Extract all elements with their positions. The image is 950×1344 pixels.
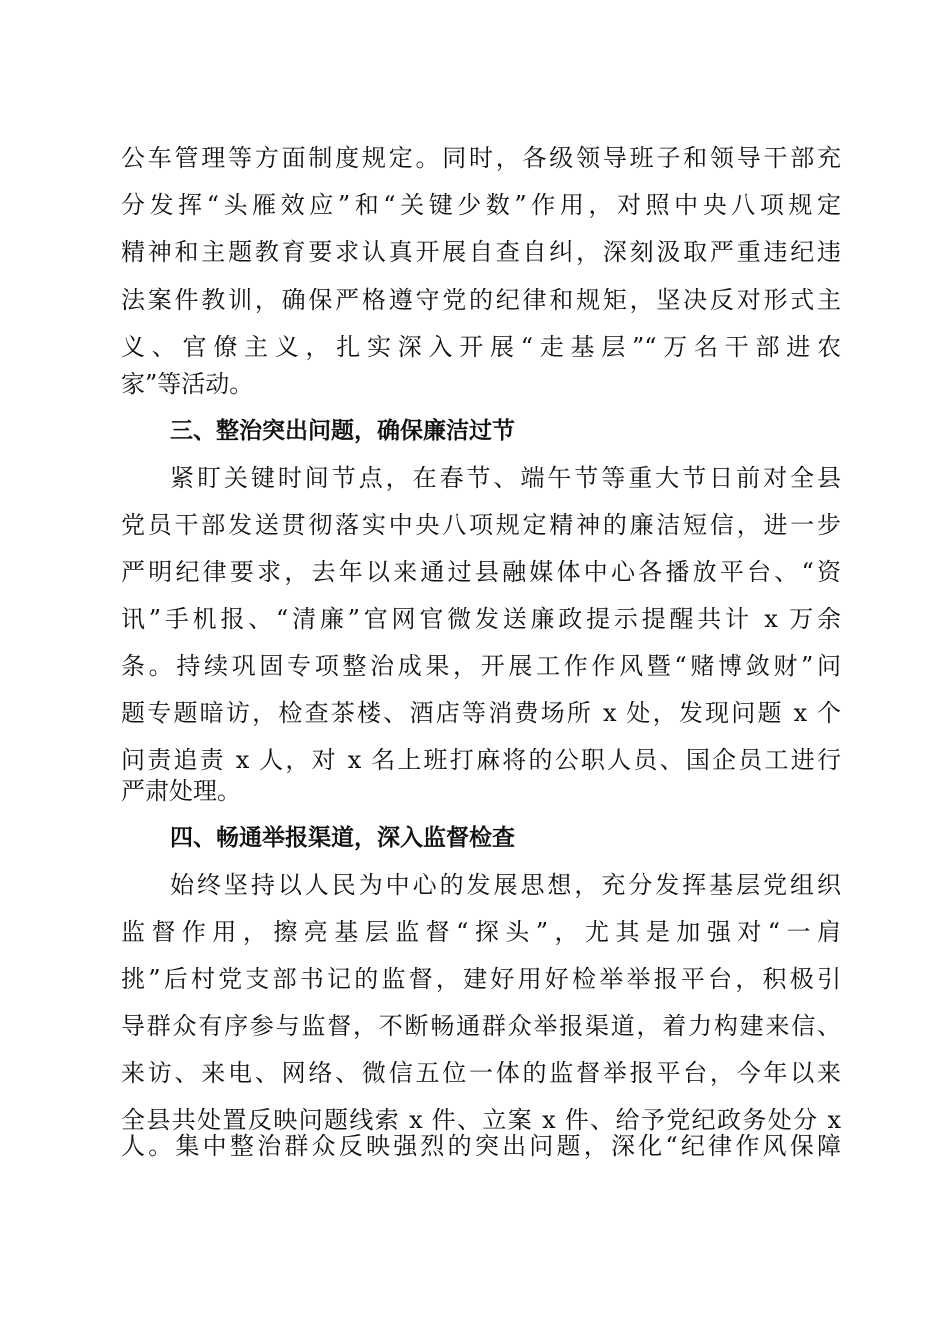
paragraph-line: 导群众有序参与监督，不断畅通群众举报渠道，着力构建来信、 [121, 1012, 841, 1040]
paragraph-line: 讯”手机报、“清廉”官网官微发送廉政提示提醒共计 x 万余 [121, 605, 841, 633]
section-heading-3: 三、整治突出问题，确保廉洁过节 [170, 418, 515, 444]
paragraph-line: 法案件教训，确保严格遵守党的纪律和规矩，坚决反对形式主 [121, 286, 841, 314]
paragraph-line: 全县共处置反映问题线索 x 件、立案 x 件、给予党纪政务处分 x [121, 1106, 841, 1134]
paragraph-line: 问责追责 x 人，对 x 名上班打麻将的公职人员、国企员工进行 [121, 746, 841, 774]
paragraph-line: 始终坚持以人民为中心的发展思想，充分发挥基层党组织 [170, 871, 841, 899]
paragraph-line: 挑”后村党支部书记的监督，建好用好检举举报平台，积极引 [121, 965, 841, 993]
paragraph-line: 分发挥“头雁效应”和“关键少数”作用，对照中央八项规定 [121, 191, 841, 219]
paragraph-line: 人。集中整治群众反映强烈的突出问题，深化“纪律作风保障 [121, 1132, 841, 1160]
paragraph-line: 公车管理等方面制度规定。同时，各级领导班子和领导干部充 [121, 144, 841, 172]
paragraph-line: 严肃处理。 [121, 777, 241, 805]
paragraph-line: 题专题暗访，检查茶楼、酒店等消费场所 x 处，发现问题 x 个 [121, 699, 841, 727]
paragraph-line: 来访、来电、网络、微信五位一体的监督举报平台，今年以来 [121, 1059, 841, 1087]
paragraph-line: 家”等活动。 [121, 370, 254, 398]
paragraph-line: 严明纪律要求，去年以来通过县融媒体中心各播放平台、“资 [121, 558, 841, 586]
paragraph-line: 义、官僚主义，扎实深入开展“走基层”“万名干部进农 [121, 333, 841, 361]
section-heading-4: 四、畅通举报渠道，深入监督检查 [170, 825, 515, 851]
paragraph-line: 监督作用，擦亮基层监督“探头”，尤其是加强对“一肩 [121, 918, 841, 946]
paragraph-line: 条。持续巩固专项整治成果，开展工作作风暨“赌博敛财”问 [121, 652, 841, 680]
paragraph-line: 精神和主题教育要求认真开展自查自纠，深刻汲取严重违纪违 [121, 238, 841, 266]
paragraph-line: 紧盯关键时间节点，在春节、端午节等重大节日前对全县 [170, 464, 841, 492]
paragraph-line: 党员干部发送贯彻落实中央八项规定精神的廉洁短信，进一步 [121, 511, 841, 539]
